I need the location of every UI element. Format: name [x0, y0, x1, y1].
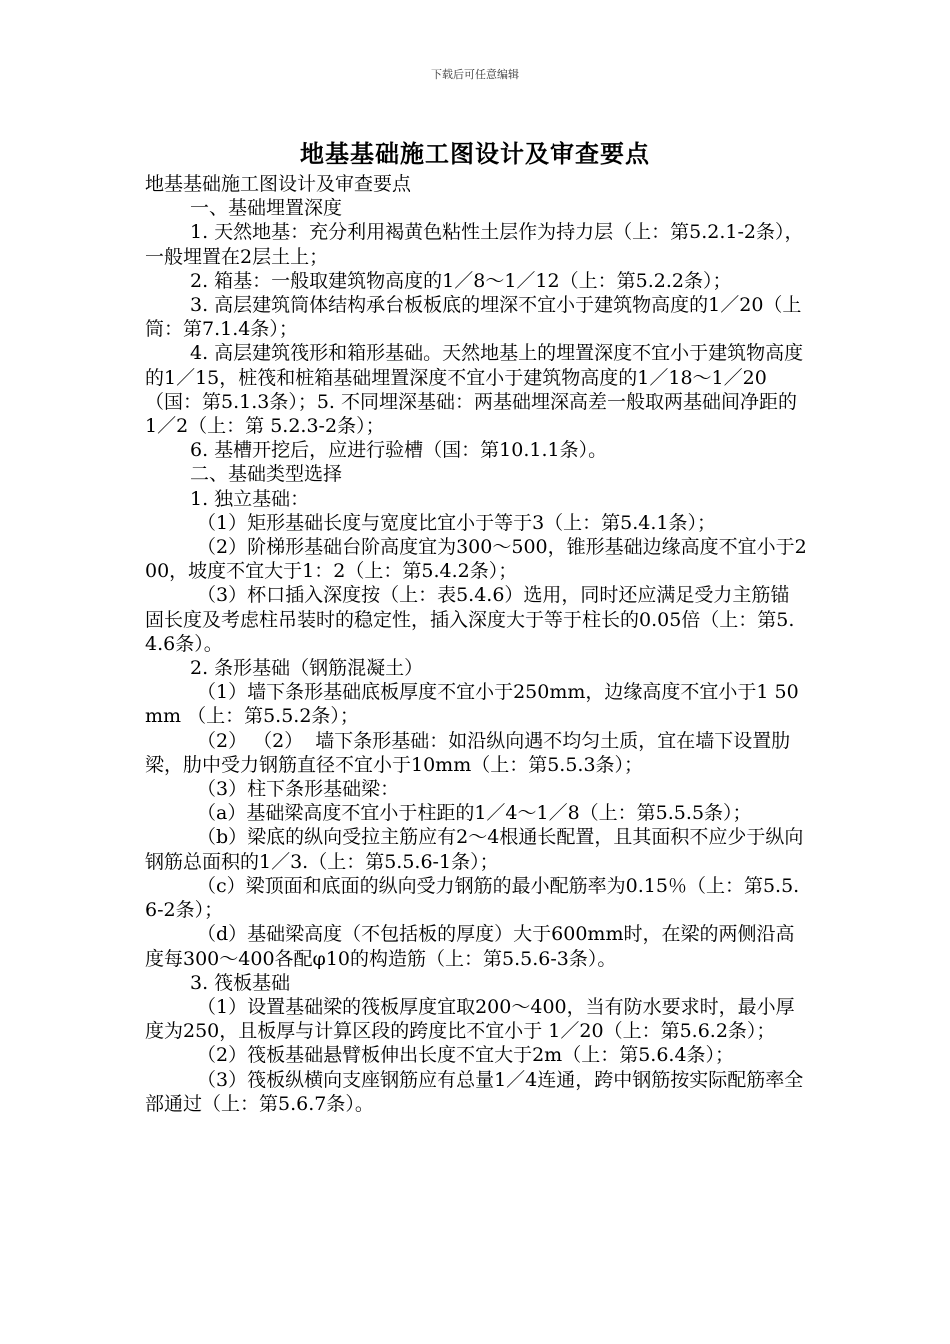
paragraph: 地基基础施工图设计及审查要点 — [145, 173, 412, 195]
paragraph: （2） （2） 墙下条形基础：如沿纵向遇不均匀土质，宜在墙下设置肋梁，肋中受力钢筋直径不宜小于10mm（上：第5.5.3条）； — [145, 729, 791, 776]
paragraph: 二、基础类型选择 — [190, 463, 343, 486]
paragraph: 2. 条形基础（钢筋混凝土） — [190, 657, 424, 680]
document-body — [145, 172, 807, 1116]
paragraph: （1）墙下条形基础底板厚度不宜小于250mm，边缘高度不宜小于1 50mm （上：第5.5.2条）； — [145, 681, 799, 728]
paragraph: （3）柱下条形基础梁： — [197, 778, 400, 801]
paragraph: （3）筏板纵横向支座钢筋应有总量1／4连通，跨中钢筋按实际配筋率全部通过（上：第5.6.7条）。 — [145, 1068, 804, 1115]
paragraph: （3）杯口插入深度按（上：表5.4.6）选用，同时还应满足受力主筋锚固长度及考虑柱吊装时的稳定性，插入深度大于等于柱长的0.05倍（上：第5.4.6条）。 — [145, 584, 795, 655]
paragraph: 1. 独立基础： — [190, 487, 310, 510]
paragraph: （a）基础梁高度不宜小于柱距的1／4～1／8（上：第5.5.5条）； — [197, 802, 752, 825]
header-note: 下载后可任意编辑 — [431, 68, 519, 81]
paragraph: （1）设置基础梁的筏板厚度宜取200～400，当有防水要求时，最小厚度为250，且板厚与计算区段的跨度比不宜小于 1／20（上：第5.6.2条）； — [145, 995, 795, 1043]
paragraph: 2. 箱基：一般取建筑物高度的1／8～1／12（上：第5.2.2条）； — [190, 269, 732, 292]
paragraph: （2）筏板基础悬臂板伸出长度不宜大于2m（上：第5.6.4条）； — [197, 1044, 735, 1067]
paragraph: （2）阶梯形基础台阶高度宜为300～500，锥形基础边缘高度不宜小于200，坡度不宜大于1：2（上：第5.4.2条）； — [145, 536, 807, 583]
paragraph: （b）梁底的纵向受拉主筋应有2～4根通长配置，且其面积不应少于纵向钢筋总面积的1／3.（上：第5.5.6-1条）； — [145, 826, 804, 873]
paragraph: 4. 高层建筑筏形和箱形基础。天然地基上的埋置深度不宜小于建筑物高度的1／15，桩筏和桩箱基础埋置深度不宜小于建筑物高度的1／18～1／20（国：第5.1.3条）；5. 不同埋深基础：两基础埋深高差一般取两基础间净距的1／2（上：第 5.2.3-2条）； — [145, 342, 804, 438]
paragraph: （d）基础梁高度（不包括板的厚度）大于600mm时，在梁的两侧沿高度每300～400各配φ10的构造筋（上：第5.5.6-3条）。 — [145, 923, 795, 970]
paragraph: （c）梁顶面和底面的纵向受力钢筋的最小配筋率为0.15％（上：第5.5.6-2条）； — [145, 874, 800, 922]
paragraph: 一、基础埋置深度 — [190, 197, 343, 220]
paragraph: （1）矩形基础长度与宽度比宜小于等于3（上：第5.4.1条）； — [197, 511, 717, 534]
document-title: 地基基础施工图设计及审查要点 — [300, 140, 650, 168]
paragraph: 1. 天然地基：充分利用褐黄色粘性土层作为持力层（上：第5.2.1-2条），一般埋置在2层土上； — [145, 221, 804, 268]
paragraph: 3. 高层建筑筒体结构承台板板底的埋深不宜小于建筑物高度的1／20（上筒：第7.1.4条）； — [145, 294, 802, 341]
paragraph: 3. 筏板基础 — [190, 971, 291, 994]
paragraph: 6. 基槽开挖后，应进行验槽（国：第10.1.1条）。 — [190, 439, 608, 462]
